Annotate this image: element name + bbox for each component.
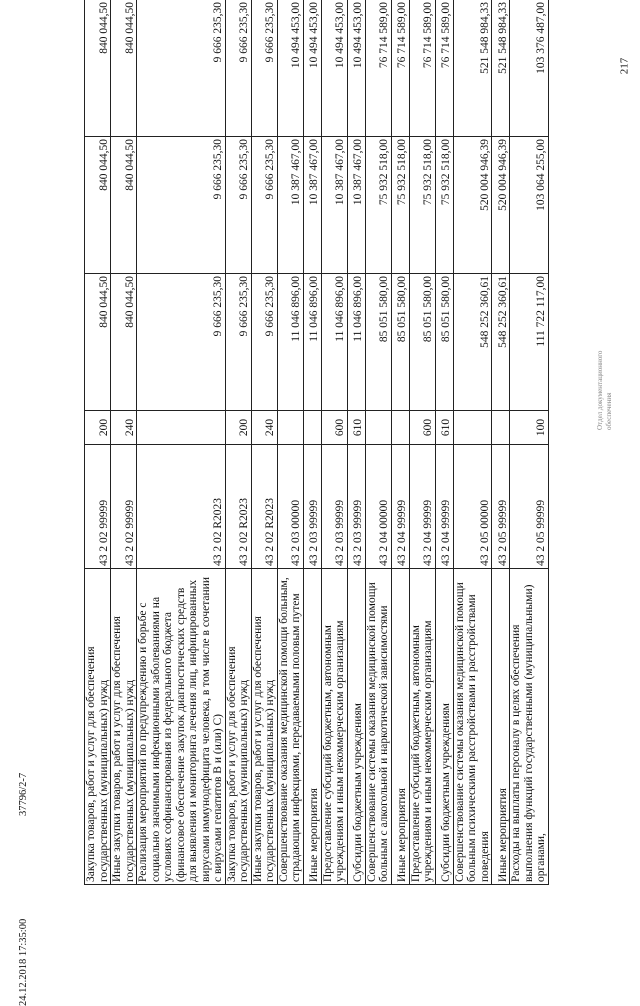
- stamp-line-2: обеспечения: [605, 392, 613, 430]
- row-amount-2-cell: 9 666 235,30: [251, 137, 277, 274]
- row-expense-type-cell: [277, 411, 303, 445]
- row-code-cell: 43 2 02 R2023: [137, 445, 226, 569]
- table-row: [225, 0, 251, 885]
- row-name-cell: Субсидии бюджетным учреждениям: [435, 569, 453, 885]
- row-amount-1-cell: 548 252 360,61: [453, 274, 492, 411]
- row-code-cell: 43 2 04 99999: [435, 445, 453, 569]
- row-code-cell: 43 2 02 R2023: [251, 445, 277, 569]
- table-row: [409, 0, 435, 885]
- row-amount-3-cell: 10 494 453,00: [347, 0, 365, 137]
- row-amount-1-cell: 11 046 896,00: [303, 274, 321, 411]
- row-name-cell: Иные закупки товаров, работ и услуг для обеспечения государственных (муниципальных) нужд: [111, 569, 137, 885]
- row-name-cell: Совершенствование системы оказания медицинской помощи больным психическими расстройствами и расстройствами поведения: [453, 569, 492, 885]
- row-name-cell: Расходы на выплаты персоналу в целях обеспечения выполнения функций государственными (муниципальными) органами,: [510, 569, 549, 885]
- row-amount-2-cell: 10 387 467,00: [277, 137, 303, 274]
- row-amount-1-cell: 111 722 117,00: [510, 274, 549, 411]
- row-amount-1-cell: 85 051 580,00: [365, 274, 391, 411]
- row-amount-2-cell: 10 387 467,00: [347, 137, 365, 274]
- row-amount-1-cell: 9 666 235,30: [137, 274, 226, 411]
- row-expense-type-cell: 240: [251, 411, 277, 445]
- row-name-cell: Иные закупки товаров, работ и услуг для обеспечения государственных (муниципальных) нужд: [251, 569, 277, 885]
- row-amount-1-cell: 9 666 235,30: [251, 274, 277, 411]
- row-amount-3-cell: 103 376 487,00: [510, 0, 549, 137]
- row-amount-2-cell: 9 666 235,30: [137, 137, 226, 274]
- row-name-cell: Субсидии бюджетным учреждениям: [347, 569, 365, 885]
- row-code-cell: 43 2 03 00000: [277, 445, 303, 569]
- footer-date: 24.12.2018 17:35:00: [18, 918, 29, 1006]
- row-amount-2-cell: 840 044,50: [85, 137, 111, 274]
- table-row: [277, 0, 303, 885]
- row-expense-type-cell: [137, 411, 226, 445]
- row-expense-type-cell: 200: [225, 411, 251, 445]
- row-amount-1-cell: 11 046 896,00: [277, 274, 303, 411]
- row-expense-type-cell: [492, 411, 510, 445]
- row-amount-1-cell: 11 046 896,00: [321, 274, 347, 411]
- row-amount-2-cell: 520 004 946,39: [453, 137, 492, 274]
- table-row: [510, 0, 549, 885]
- footer-document-id: 37796/2-7: [18, 772, 29, 816]
- row-amount-3-cell: 10 494 453,00: [303, 0, 321, 137]
- row-amount-2-cell: 10 387 467,00: [303, 137, 321, 274]
- row-expense-type-cell: 610: [435, 411, 453, 445]
- page-footer: [18, 597, 46, 1006]
- row-expense-type-cell: 610: [347, 411, 365, 445]
- row-amount-3-cell: 9 666 235,30: [225, 0, 251, 137]
- row-amount-3-cell: 9 666 235,30: [137, 0, 226, 137]
- budget-table-sheet: [84, 0, 586, 885]
- row-amount-1-cell: 85 051 580,00: [409, 274, 435, 411]
- row-amount-2-cell: 840 044,50: [111, 137, 137, 274]
- row-amount-2-cell: 10 387 467,00: [321, 137, 347, 274]
- table-row: [453, 0, 492, 885]
- table-row: [111, 0, 137, 885]
- row-amount-3-cell: 840 044,50: [85, 0, 111, 137]
- row-expense-type-cell: 240: [111, 411, 137, 445]
- row-name-cell: Иные мероприятия: [391, 569, 409, 885]
- row-amount-1-cell: 85 051 580,00: [391, 274, 409, 411]
- row-amount-1-cell: 840 044,50: [85, 274, 111, 411]
- table-row: [391, 0, 409, 885]
- row-amount-2-cell: 103 064 255,00: [510, 137, 549, 274]
- row-code-cell: 43 2 05 99999: [492, 445, 510, 569]
- table-row: [435, 0, 453, 885]
- row-amount-3-cell: 76 714 589,00: [435, 0, 453, 137]
- row-amount-2-cell: 75 932 518,00: [409, 137, 435, 274]
- row-amount-1-cell: 548 252 360,61: [492, 274, 510, 411]
- row-amount-1-cell: 11 046 896,00: [347, 274, 365, 411]
- row-expense-type-cell: 100: [510, 411, 549, 445]
- document-stamp: [596, 351, 614, 430]
- row-code-cell: 43 2 05 00000: [453, 445, 492, 569]
- row-code-cell: 43 2 04 00000: [365, 445, 391, 569]
- row-amount-3-cell: 76 714 589,00: [391, 0, 409, 137]
- row-expense-type-cell: [453, 411, 492, 445]
- row-amount-2-cell: 75 932 518,00: [365, 137, 391, 274]
- row-amount-3-cell: 10 494 453,00: [321, 0, 347, 137]
- row-amount-3-cell: 521 548 984,33: [453, 0, 492, 137]
- row-amount-3-cell: 10 494 453,00: [277, 0, 303, 137]
- row-expense-type-cell: 200: [85, 411, 111, 445]
- table-row: [492, 0, 510, 885]
- row-amount-1-cell: 840 044,50: [111, 274, 137, 411]
- row-code-cell: 43 2 04 99999: [391, 445, 409, 569]
- row-amount-3-cell: 9 666 235,30: [251, 0, 277, 137]
- budget-table-body: [85, 0, 549, 885]
- row-code-cell: 43 2 04 99999: [409, 445, 435, 569]
- row-amount-2-cell: 9 666 235,30: [225, 137, 251, 274]
- row-amount-1-cell: 85 051 580,00: [435, 274, 453, 411]
- row-code-cell: 43 2 03 99999: [347, 445, 365, 569]
- table-row: [347, 0, 365, 885]
- row-expense-type-cell: [391, 411, 409, 445]
- row-amount-3-cell: 840 044,50: [111, 0, 137, 137]
- row-amount-3-cell: 76 714 589,00: [409, 0, 435, 137]
- row-name-cell: Предоставление субсидий бюджетным, автономным учреждениям и иным некоммерческим организациям: [321, 569, 347, 885]
- row-code-cell: 43 2 02 99999: [111, 445, 137, 569]
- row-code-cell: 43 2 02 R2023: [225, 445, 251, 569]
- row-amount-2-cell: 75 932 518,00: [391, 137, 409, 274]
- row-expense-type-cell: 600: [321, 411, 347, 445]
- row-code-cell: 43 2 03 99999: [321, 445, 347, 569]
- row-name-cell: Закупка товаров, работ и услуг для обеспечения государственных (муниципальных) нужд: [85, 569, 111, 885]
- row-amount-2-cell: 75 932 518,00: [435, 137, 453, 274]
- row-expense-type-cell: [303, 411, 321, 445]
- row-name-cell: Реализация мероприятий по предупреждению и борьбе с социально значимыми инфекционными заболеваниями на условиях софинансирования из федерального бюджета (финансовое обеспечение закупок диагностических средств для выявления и мониторинга лечения лиц, инфицированных вирусами иммунодефицита человека, в том числе в сочетании с вирусами гепатитов В и (или) С): [137, 569, 226, 885]
- row-amount-3-cell: 521 548 984,33: [492, 0, 510, 137]
- row-expense-type-cell: 600: [409, 411, 435, 445]
- table-row: [137, 0, 226, 885]
- row-code-cell: 43 2 02 99999: [85, 445, 111, 569]
- table-row: [251, 0, 277, 885]
- row-name-cell: Иные мероприятия: [492, 569, 510, 885]
- row-amount-2-cell: 520 004 946,39: [492, 137, 510, 274]
- table-row: [365, 0, 391, 885]
- table-row: [85, 0, 111, 885]
- table-row: [321, 0, 347, 885]
- row-code-cell: 43 2 03 99999: [303, 445, 321, 569]
- row-code-cell: 43 2 05 99999: [510, 445, 549, 569]
- budget-table: [84, 0, 549, 885]
- row-amount-3-cell: 76 714 589,00: [365, 0, 391, 137]
- row-name-cell: Закупка товаров, работ и услуг для обеспечения государственных (муниципальных) нужд: [225, 569, 251, 885]
- row-expense-type-cell: [365, 411, 391, 445]
- row-name-cell: Иные мероприятия: [303, 569, 321, 885]
- page-number: 217: [617, 57, 630, 75]
- row-name-cell: Совершенствование оказания медицинской помощи больным, страдающим инфекциями, передаваемыми половым путем: [277, 569, 303, 885]
- row-name-cell: Совершенствование системы оказания медицинской помощи больным с алкогольной и наркотической зависимостями: [365, 569, 391, 885]
- row-amount-1-cell: 9 666 235,30: [225, 274, 251, 411]
- row-name-cell: Предоставление субсидий бюджетным, автономным учреждениям и иным некоммерческим организациям: [409, 569, 435, 885]
- stamp-line-1: Отдел документационного: [596, 350, 604, 430]
- table-row: [303, 0, 321, 885]
